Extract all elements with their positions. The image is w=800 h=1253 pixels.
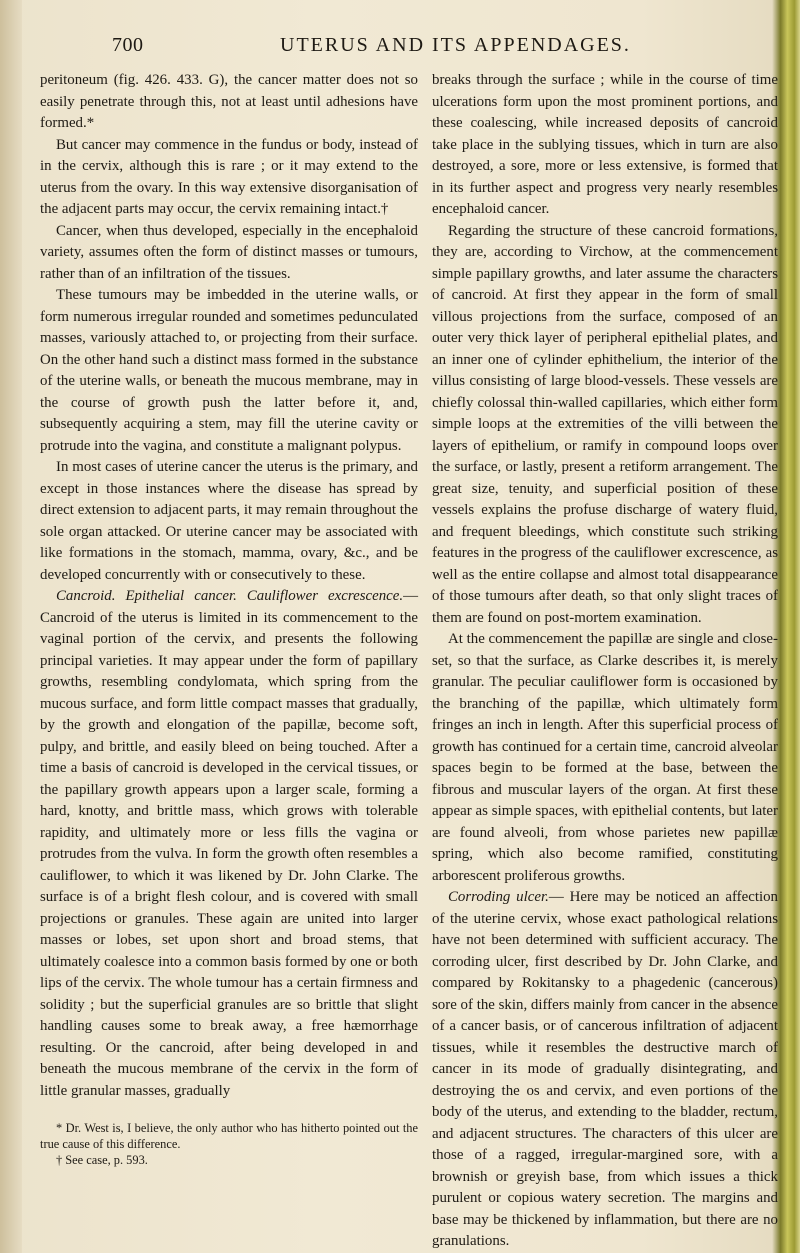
right-column [432,70,778,1253]
paragraph: Cancer, when thus developed, especially in the encephaloid variety, assumes often the form of distinct masses or tumours, rather than of an infiltration of the tissues. [40,222,418,282]
binding-gutter [0,0,22,1253]
running-head: UTERUS AND ITS APPENDAGES. [280,34,631,56]
paragraph: At the commencement the papillæ are single and close-set, so that the surface, as Clarke describes it, is merely granular. The peculiar cauliflower form is occasioned by the branching of the papillæ, which ultimately form fringes an inch in length. After this superficial process of growth has continued for a certain time, cancroid alveolar spaces begin to be formed at the base, between the fibrous and muscular layers of the organ. At first these appear as simple spaces, with epithelial contents, but later are found alveoli, from whose parietes new papillæ spring, which also become ramified, constituting arborescent proliferous growths. [432,631,778,884]
paragraph: In most cases of uterine cancer the uterus is the primary, and except in those instances where the disease has spread by direct extension to adjacent parts, it may remain throughout the sole organ attacked. Or uterine cancer may be associated with like formations in the stomach, mamma, ovary, &c., and be developed concurrently with or consecutively to these. [40,459,418,583]
page-header [112,34,748,62]
paragraph: But cancer may commence in the fundus or body, instead of in the cervix, although this is rare ; or it may extend to the uterus from the ovary. In this way extensive disorganisation of the adjacent parts may occur, the cervix remaining intact.† [40,136,418,217]
section-heading: Corroding ulcer. [448,889,549,905]
paragraph: peritoneum (fig. 426. 433. G), the cancer matter does not so easily penetrate through this, not at least until adhesions have formed.* [40,72,418,131]
page-number: 700 [112,34,144,56]
left-column [40,70,418,1168]
paragraph: breaks through the surface ; while in the course of time ulcerations form upon the most prominent portions, and these coalescing, while increased deposits of cancroid take place in the sublying tissues, which in turn are also destroyed, a sore, more or less extensive, is formed that in its further aspect and progress very nearly resembles encephaloid cancer. [432,72,778,217]
section-paragraph [432,887,778,1253]
section-body: —Cancroid of the uterus is limited in its commencement to the vaginal portion of the cervix, and presents the following principal varieties. It may appear under the form of papillary growths, resembling condylomata, which spring from the mucous surface, and form little compact masses that gradually, by the growth and elongation of the papillæ, become soft, pulpy, and brittle, and easily bleed on being touched. After a time a basis of cancroid is developed in the cervical tissues, or the papillary growth appears upon a larger scale, forming a hard, knotty, and brittle mass, which grows with tolerable rapidity, and ultimately more or less fills the vagina or protrudes from the vulva. In form the growth often resembles a cauliflower, to which it was likened by Dr. John Clarke. The surface is of a bright flesh colour, and is covered with small projections or granules. These again are united into larger masses or lobes, set upon short and broad stems, that ultimately coalesce into a common basis formed by one or both lips of the cervix. The whole tumour has a certain firmness and solidity ; but the superficial granules are so brittle that slight handling causes some to break away, a free hæmorrhage resulting. Or the cancroid, after being developed in and beneath the mucous membrane of the cervix in the form of little granular masses, gradually [40,588,418,1099]
section-paragraph [40,586,418,1102]
footnote: * Dr. West is, I believe, the only author who has hitherto pointed out the true cause of this difference. [40,1121,418,1151]
footnotes [40,1120,418,1168]
section-heading: Cancroid. Epithelial cancer. Cauliflower excrescence. [56,588,404,604]
footnote: † See case, p. 593. [56,1153,148,1167]
paragraph: These tumours may be imbedded in the uterine walls, or form numerous irregular rounded and sometimes pedunculated masses, variously attached to, or projecting from their surface. On the other hand such a distinct mass formed in the substance of the uterine walls, or beneath the mucous membrane, may in the course of growth push the latter before it, and, subsequently acquiring a stem, may fill the uterine cavity or protrude into the vagina, and constitute a malignant polypus. [40,287,418,454]
section-body: — Here may be noticed an affection of the uterine cervix, whose exact pathological relations have not been determined with sufficient accuracy. The corroding ulcer, first described by Dr. John Clarke, and compared by Rokitansky to a phagedenic (cancerous) sore of the skin, differs mainly from cancer in the absence of a cancer basis, or of cancerous infiltration of adjacent tissues, while it resembles the destructive march of cancer in its mode of gradually disintegrating, and destroying the os and cervix, and even portions of the body of the uterus, and extending to the bladder, rectum, and adjacent structures. The characters of this ulcer are those of a ragged, irregular-margined sore, with a brownish or greyish base, from which issues a thick purulent or copious watery secretion. The margins and base may be thickened by inflammation, but there are no granulations. [432,889,778,1249]
paragraph: Regarding the structure of these cancroid formations, they are, according to Virchow, at the commencement simple papillary growths, and later assume the characters of cancroid. At first they appear in the form of small villous projections from the surface, composed of an outer very thick layer of peripheral epithelial plates, and an inner one of cylinder ephithelium, the interior of the villus consisting of large blood-vessels. These vessels are chiefly colossal thin-walled capillaries, which either form simple loops at the extremities of the villi between the layers of epithelium, or ramify in compound loops over the surface, or lastly, present a retiform arrangement. The great size, tenuity, and superficial position of these vessels explains the profuse discharge of watery fluid, and frequent bleedings, which constitute such striking features in the progress of the cauliflower excrescence, as well as the entire collapse and almost total disappearance of those tumours after death, so that only slight traces of them are found on post-mortem examination. [432,222,778,626]
